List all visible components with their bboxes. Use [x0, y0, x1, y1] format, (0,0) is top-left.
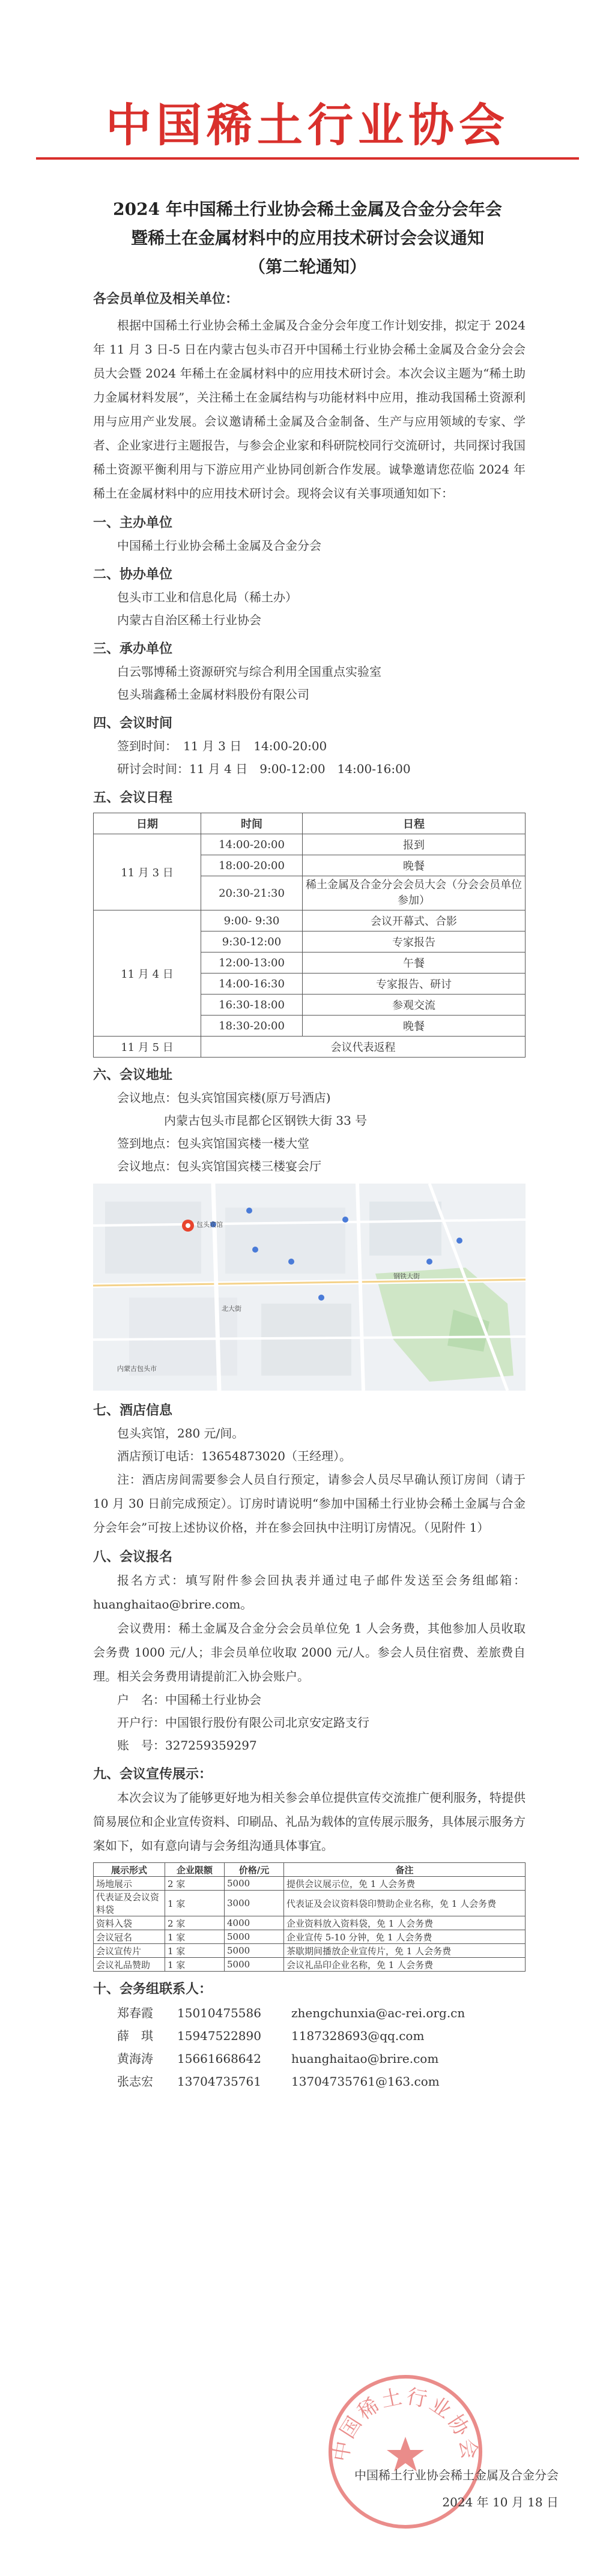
list-item — [93, 2070, 526, 2093]
contact-phone: 15010475586 — [177, 2006, 261, 2020]
schedule-time: 9:30-12:00 — [201, 931, 303, 952]
schedule-item: 晚餐 — [303, 855, 526, 876]
expo-intro: 本次会议为了能够更好地为相关参会单位提供宣传交流推广便利服务，特提供简易展位和企业宣传资料、印刷品、礼品为载体的宣传展示服务，具体展示服务方案如下，如有意向请与会务组沟通具体事宜。 — [93, 1790, 526, 1853]
table-row — [94, 1037, 526, 1058]
seal-text: 中国稀土行业协会 — [329, 2384, 482, 2464]
signoff-date: 2024 年 10 月 18 日 — [442, 2495, 559, 2509]
table-row — [94, 910, 526, 931]
expo-cell: 提供会议展示位，免 1 人会务费 — [284, 1877, 526, 1891]
title-line-2: 暨稀土在金属材料中的应用技术研讨会会议通知 — [130, 228, 484, 248]
map-label-street: 钢铁大街 — [393, 1272, 420, 1280]
schedule-time: 14:00-16:30 — [201, 974, 303, 995]
checkin-label: 签到地点： — [117, 1136, 177, 1151]
meeting-label: 会议地点： — [117, 1159, 177, 1173]
section-heading-contacts: 十、会务组联系人： — [93, 1981, 213, 1997]
schedule-header: 日程 — [303, 813, 526, 834]
schedule-time: 16:30-18:00 — [201, 995, 303, 1016]
expo-cell: 代表证及会议资料袋 — [94, 1891, 165, 1916]
venue-map[interactable] — [93, 1184, 526, 1391]
venue-line — [93, 1086, 526, 1109]
document-body — [93, 288, 526, 2093]
section-heading-registration: 八、会议报名 — [93, 1549, 173, 1565]
section-heading-organizer: 一、主办单位 — [93, 515, 173, 531]
map-label-venue: 包头宾馆 — [196, 1221, 223, 1229]
section-heading-address: 六、会议地址 — [93, 1067, 173, 1083]
table-row — [94, 834, 526, 855]
table-row — [94, 1891, 526, 1916]
expo-cell: 1 家 — [165, 1944, 225, 1958]
expo-header: 备注 — [284, 1863, 526, 1877]
expo-cell: 2 家 — [165, 1916, 225, 1930]
expo-cell: 1 家 — [165, 1891, 225, 1916]
schedule-item: 会议开幕式、合影 — [303, 910, 526, 931]
masthead-title: 中国稀土行业协会 — [106, 98, 509, 152]
expo-cell: 1 家 — [165, 1958, 225, 1972]
expo-cell: 企业资料放入资料袋，免 1 人会务费 — [284, 1916, 526, 1930]
host-line: 白云鄂博稀土资源研究与综合利用全国重点实验室 — [117, 664, 381, 679]
contact-email[interactable]: zhengchunxia@ac-rei.org.cn — [291, 2006, 465, 2020]
table-row — [94, 813, 526, 834]
section-heading-co-organizer: 二、协办单位 — [93, 567, 173, 582]
hotel-phone: 酒店预订电话：13654873020（王经理）。 — [117, 1449, 351, 1463]
masthead — [0, 0, 615, 162]
table-row — [94, 1863, 526, 1877]
schedule-date: 11 月 3 日 — [94, 834, 201, 910]
expo-cell: 会议礼品印企业名称，免 1 人会务费 — [284, 1958, 526, 1972]
schedule-item: 参观交流 — [303, 995, 526, 1016]
schedule-table — [93, 813, 526, 1058]
schedule-time: 18:00-20:00 — [201, 855, 303, 876]
section-heading-schedule: 五、会议日程 — [93, 790, 173, 805]
list-item — [93, 2047, 526, 2070]
title-line-1: 2024 年中国稀土行业协会稀土金属及合金分会年会 — [113, 199, 502, 219]
schedule-item: 报到 — [303, 834, 526, 855]
expo-header: 展示形式 — [94, 1863, 165, 1877]
schedule-item: 晚餐 — [303, 1016, 526, 1037]
section-heading-expo: 九、会议宣传展示： — [93, 1766, 213, 1782]
expo-header: 企业限额 — [165, 1863, 225, 1877]
schedule-date: 11 月 4 日 — [94, 910, 201, 1037]
expo-table — [93, 1862, 526, 1972]
table-row — [94, 1958, 526, 1972]
expo-cell: 场地展示 — [94, 1877, 165, 1891]
schedule-item: 专家报告 — [303, 931, 526, 952]
table-row — [94, 1930, 526, 1944]
co-organizer-line: 包头市工业和信息化局（稀土办） — [117, 590, 297, 604]
co-organizer-line: 内蒙古自治区稀土行业协会 — [117, 613, 261, 627]
contact-name: 黄海涛 — [117, 2051, 153, 2066]
map-graphic — [93, 1184, 526, 1391]
registration-method: 报名方式：填写附件参会回执表并通过电子邮件发送至会务组邮箱：huanghaitao@brire.com。 — [93, 1573, 526, 1612]
schedule-header: 时间 — [201, 813, 303, 834]
schedule-item: 专家报告、研讨 — [303, 974, 526, 995]
schedule-time: 9:00- 9:30 — [201, 910, 303, 931]
expo-cell: 会议冠名 — [94, 1930, 165, 1944]
expo-cell: 2 家 — [165, 1877, 225, 1891]
schedule-time: 12:00-13:00 — [201, 952, 303, 974]
host-line: 包头瑞鑫稀土金属材料股份有限公司 — [117, 687, 309, 702]
schedule-time: 14:00-20:00 — [201, 834, 303, 855]
expo-cell: 5000 — [225, 1944, 284, 1958]
section-heading-time: 四、会议时间 — [93, 715, 173, 731]
signoff-org: 中国稀土行业协会稀土金属及合金分会 — [354, 2468, 559, 2482]
contact-email[interactable]: 13704735761@163.com — [291, 2074, 440, 2089]
expo-cell: 1 家 — [165, 1930, 225, 1944]
contact-list — [93, 2002, 526, 2093]
meeting-place: 包头宾馆国宾楼三楼宴会厅 — [177, 1159, 321, 1173]
contact-name: 张志宏 — [117, 2074, 153, 2089]
contact-email[interactable]: 1187328693@qq.com — [291, 2029, 425, 2043]
list-item — [93, 2024, 526, 2047]
intro-paragraph: 根据中国稀土行业协会稀土金属及合金分会年度工作计划安排，拟定于 2024 年 11 月 3 日-5 日在内蒙古包头市召开中国稀土行业协会稀土金属及合金分会会员大会暨 2024 年稀土在金属材料中的应用技术研讨会。本次会议主题为“稀土助力金属材料发展”，关注稀土在金属结构与功能材料中应用，推动我国稀土资源利用与应用产业发展。会议邀请稀土金属及合金制备、生产与应用领域的专家、学者、企业家进行主题报告，与参会企业家和科研院校同行交流研讨，共同探讨我国稀土资源平衡利用与下游应用产业协同创新合作发展。诚挚邀请您莅临 2024 年稀土在金属材料中的应用技术研讨会。现将会议有关事项通知如下： — [93, 318, 526, 501]
expo-cell: 会议礼品赞助 — [94, 1958, 165, 1972]
section-heading-hotel: 七、酒店信息 — [93, 1403, 173, 1418]
expo-cell: 茶歇期间播放企业宣传片，免 1 人会务费 — [284, 1944, 526, 1958]
schedule-date: 11 月 5 日 — [94, 1037, 201, 1058]
table-row — [94, 1877, 526, 1891]
schedule-time: 20:30-21:30 — [201, 876, 303, 910]
contact-phone: 13704735761 — [177, 2074, 261, 2089]
schedule-time: 18:30-20:00 — [201, 1016, 303, 1037]
contact-name: 郑春霞 — [117, 2006, 153, 2020]
venue-name: 包头宾馆国宾楼(原万号酒店) — [177, 1091, 331, 1105]
contact-phone: 15947522890 — [177, 2029, 261, 2043]
time-line: 研讨会时间：11 月 4 日 9:00-12:00 14:00-16:00 — [117, 762, 411, 776]
expo-cell: 4000 — [225, 1916, 284, 1930]
meeting-line — [93, 1155, 526, 1178]
contact-name: 薛 琪 — [117, 2029, 153, 2043]
checkin-place: 包头宾馆国宾楼一楼大堂 — [177, 1136, 309, 1151]
schedule-item: 会议代表返程 — [201, 1037, 526, 1058]
contact-email[interactable]: huanghaitao@brire.com — [291, 2051, 439, 2066]
masthead-rule — [36, 157, 579, 160]
expo-cell: 会议宣传片 — [94, 1944, 165, 1958]
expo-cell: 3000 — [225, 1891, 284, 1916]
schedule-item: 稀土金属及合金分会会员大会（分会会员单位参加） — [303, 876, 526, 910]
map-label-city: 内蒙古包头市 — [117, 1365, 157, 1373]
schedule-item: 午餐 — [303, 952, 526, 974]
document-title — [0, 195, 615, 281]
title-line-3: （第二轮通知） — [248, 257, 366, 277]
schedule-header: 日期 — [94, 813, 201, 834]
time-line: 签到时间： 11 月 3 日 14:00-20:00 — [117, 739, 327, 753]
expo-cell: 资料入袋 — [94, 1916, 165, 1930]
venue-address: 内蒙古包头市昆都仑区钢铁大街 33 号 — [164, 1113, 368, 1128]
list-item — [93, 2002, 526, 2024]
salutation: 各会员单位及相关单位： — [93, 291, 239, 307]
venue-label: 会议地点： — [117, 1091, 177, 1105]
map-label-street: 北大街 — [222, 1305, 241, 1313]
expo-cell: 代表证及会议资料袋印赞助企业名称，免 1 人会务费 — [284, 1891, 526, 1916]
account-number: 账 号：327259359297 — [117, 1738, 257, 1753]
account-name: 户 名：中国稀土行业协会 — [117, 1693, 261, 1707]
account-bank: 开户行：中国银行股份有限公司北京安定路支行 — [117, 1715, 369, 1730]
expo-cell: 企业宣传 5-10 分钟，免 1 人会务费 — [284, 1930, 526, 1944]
hotel-line: 包头宾馆，280 元/间。 — [117, 1426, 244, 1440]
section-heading-host: 三、承办单位 — [93, 641, 173, 657]
expo-cell: 5000 — [225, 1958, 284, 1972]
checkin-line — [93, 1132, 526, 1155]
expo-cell: 5000 — [225, 1930, 284, 1944]
registration-fee: 会议费用：稀土金属及合金分会会员单位免 1 人会务费，其他参加人员收取会务费 1000 元/人；非会员单位收取 2000 元/人。参会人员住宿费、差旅费自理。相关会务费用请提前汇入协会账户。 — [93, 1621, 526, 1684]
contact-phone: 15661668642 — [177, 2051, 261, 2066]
expo-cell: 5000 — [225, 1877, 284, 1891]
hotel-note: 注：酒店房间需要参会人员自行预定，请参会人员尽早确认预订房间（请于 10 月 30 日前完成预定）。订房时请说明“参加中国稀土行业协会稀土金属与合金分会年会”可按上述协议价格，并在参会回执中注明订房情况。（见附件 1） — [93, 1472, 526, 1535]
table-row — [94, 1944, 526, 1958]
table-row — [94, 1916, 526, 1930]
expo-header: 价格/元 — [225, 1863, 284, 1877]
organizer-line: 中国稀土行业协会稀土金属及合金分会 — [117, 538, 321, 553]
